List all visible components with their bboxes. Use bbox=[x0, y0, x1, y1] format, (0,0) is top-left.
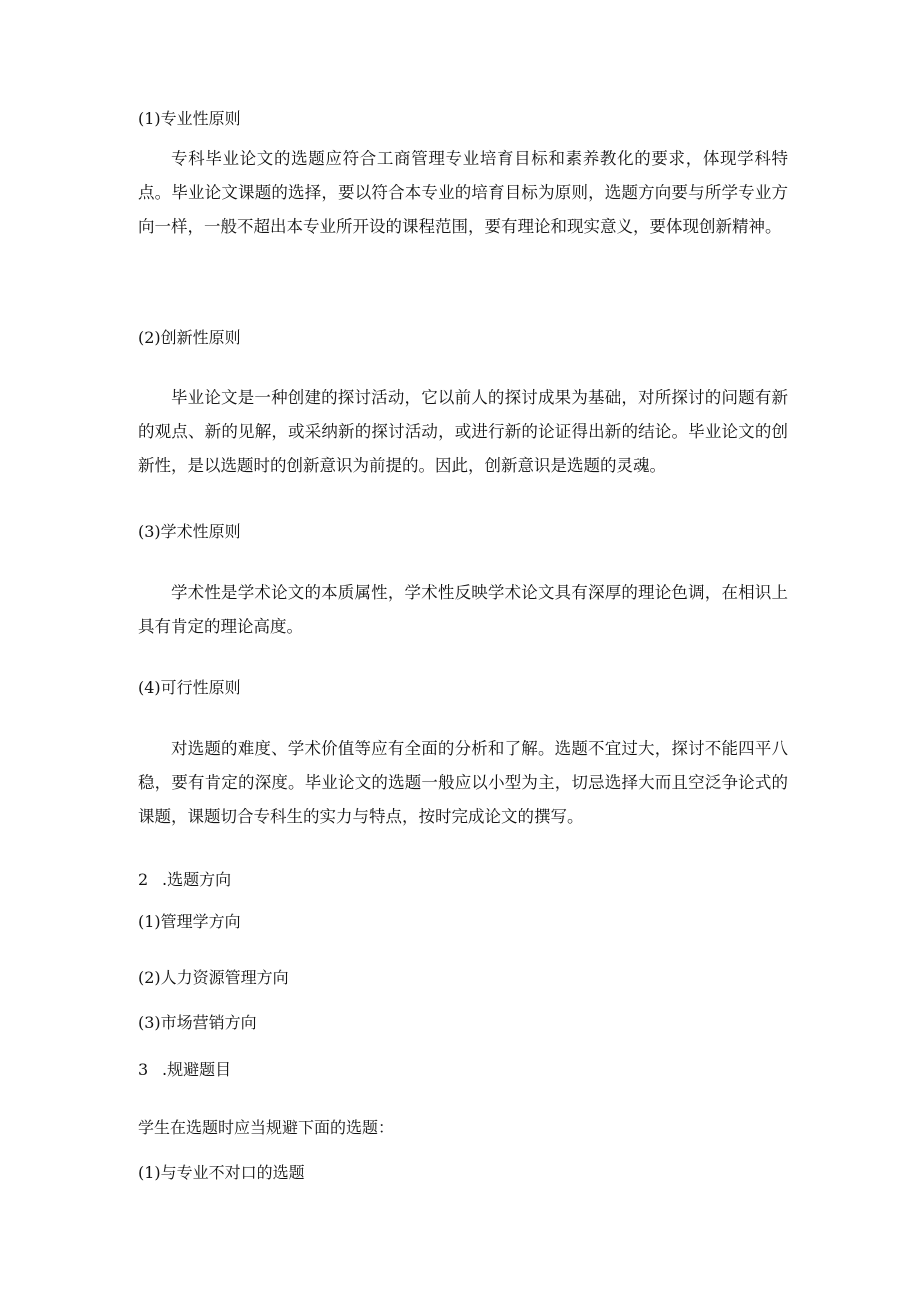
principle-1-paragraph: 专科毕业论文的选题应符合工商管理专业培育目标和素养教化的要求，体现学科特点。毕业论文课题的选择，要以符合本专业的培育目标为原则，选题方向要与所学专业方向一样，一般不超出本专业所开设的课程范围，要有理论和现实意义，要体现创新精神。 bbox=[138, 149, 788, 236]
principle-1-heading: (1)专业性原则 bbox=[138, 109, 241, 128]
section-2-item-2: (2)人力资源管理方向 bbox=[138, 968, 289, 987]
section-3-number: 3 bbox=[138, 1060, 149, 1079]
principle-3-paragraph: 学术性是学术论文的本质属性，学术性反映学术论文具有深厚的理论色调，在相识上具有肯定的理论高度。 bbox=[138, 583, 788, 636]
section-3-title: .规避题目 bbox=[162, 1060, 232, 1079]
principle-3-heading: (3)学术性原则 bbox=[138, 522, 241, 541]
section-2-title: .选题方向 bbox=[162, 870, 232, 889]
section-2-item-1: (1)管理学方向 bbox=[138, 912, 241, 931]
section-2-heading bbox=[138, 870, 231, 890]
principle-2-heading: (2)创新性原则 bbox=[138, 328, 241, 347]
section-2-number: 2 bbox=[138, 870, 149, 889]
principle-4-heading: (4)可行性原则 bbox=[138, 678, 241, 697]
principle-2-paragraph: 毕业论文是一种创建的探讨活动，它以前人的探讨成果为基础，对所探讨的问题有新的观点、新的见解，或采纳新的探讨活动，或进行新的论证得出新的结论。毕业论文的创新性，是以选题时的创新意识为前提的。因此，创新意识是选题的灵魂。 bbox=[138, 388, 788, 475]
section-3-item-1: (1)与专业不对口的选题 bbox=[138, 1163, 305, 1182]
section-3-intro: 学生在选题时应当规避下面的选题： bbox=[138, 1118, 395, 1137]
principle-4-paragraph: 对选题的难度、学术价值等应有全面的分析和了解。选题不宜过大，探讨不能四平八稳，要有肯定的深度。毕业论文的选题一般应以小型为主，切忌选择大而且空泛争论式的课题，课题切合专科生的实力与特点，按时完成论文的撰写。 bbox=[138, 739, 788, 826]
section-3-heading bbox=[138, 1060, 231, 1080]
section-2-item-3: (3)市场营销方向 bbox=[138, 1013, 257, 1032]
